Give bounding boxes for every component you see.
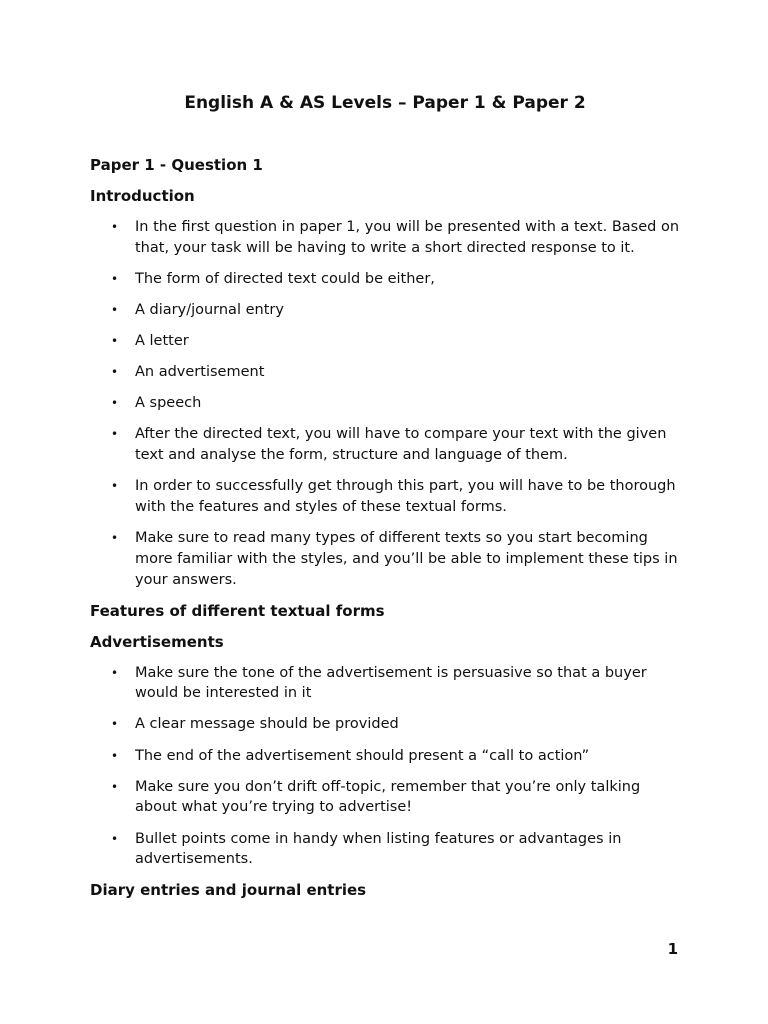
list-item-text: A speech — [135, 395, 202, 412]
list-item — [90, 424, 680, 466]
list-item-text: A letter — [135, 333, 189, 350]
list-item-text: Bullet points come in handy when listing features or advantages in advertisements. — [135, 830, 622, 868]
list-item — [90, 714, 680, 735]
heading-features-textual-forms: Features of different textual forms — [90, 601, 385, 620]
bullet-icon: • — [111, 220, 119, 234]
list-item-text: An advertisement — [135, 364, 265, 381]
bullet-icon: • — [111, 479, 119, 494]
list-item — [90, 393, 680, 414]
list-item — [90, 777, 680, 819]
heading-paper1-question1: Paper 1 - Question 1 — [90, 156, 263, 174]
bullet-icon: • — [111, 302, 119, 317]
list-item — [90, 362, 680, 383]
bullet-icon: • — [111, 665, 119, 680]
list-item-text: A clear message should be provided — [135, 716, 399, 733]
list-item-text: A diary/journal entry — [135, 301, 284, 318]
list-item — [90, 331, 680, 352]
list-item-text: In order to successfully get through this part, you will have to be thorough with the features and styles of these textual forms. — [135, 478, 676, 516]
heading-advertisements: Advertisements — [90, 632, 224, 651]
list-item — [90, 269, 680, 290]
list-item — [90, 746, 680, 767]
bullet-icon: • — [111, 748, 119, 763]
bullet-list-advertisements — [90, 663, 680, 871]
section-advertisements — [90, 601, 680, 871]
document-page — [90, 91, 680, 911]
section-intro — [90, 155, 680, 591]
heading-introduction: Introduction — [90, 187, 195, 205]
document-title: English A & AS Levels – Paper 1 & Paper 2 — [184, 93, 586, 113]
list-item-text: The end of the advertisement should present a “call to action” — [135, 747, 590, 764]
list-item — [90, 217, 680, 259]
section-diary-entries — [90, 880, 680, 901]
bullet-icon: • — [111, 334, 119, 349]
bullet-icon: • — [111, 271, 119, 286]
page-number: 1 — [667, 940, 678, 958]
heading-diary-journal-entries: Diary entries and journal entries — [90, 881, 367, 900]
list-item — [90, 829, 680, 871]
list-item-text: The form of directed text could be either, — [135, 270, 435, 287]
list-item-text: Make sure the tone of the advertisement is persuasive so that a buyer would be interested in it — [135, 664, 647, 702]
list-item-text: After the directed text, you will have to compare your text with the given text and analyse the form, structure and language of them. — [135, 426, 667, 464]
list-item-text: In the first question in paper 1, you will be presented with a text. Based on that, your task will be having to write a short directed response to it. — [135, 219, 680, 256]
list-item-text: Make sure you don’t drift off-topic, remember that you’re only talking about what you’re trying to advertise! — [135, 778, 641, 816]
bullet-icon: • — [111, 831, 119, 846]
list-item — [90, 663, 680, 705]
bullet-icon: • — [111, 396, 119, 411]
bullet-icon: • — [111, 779, 119, 794]
bullet-icon: • — [111, 717, 119, 732]
list-item — [90, 476, 680, 518]
list-item-text: Make sure to read many types of different texts so you start becoming more familiar with the styles, and you’ll be able to implement these tips in your answers. — [135, 530, 678, 588]
bullet-list-introduction — [90, 217, 680, 591]
bullet-icon: • — [111, 365, 119, 380]
list-item — [90, 528, 680, 590]
bullet-icon: • — [111, 427, 119, 442]
bullet-icon: • — [111, 531, 119, 546]
list-item — [90, 300, 680, 321]
